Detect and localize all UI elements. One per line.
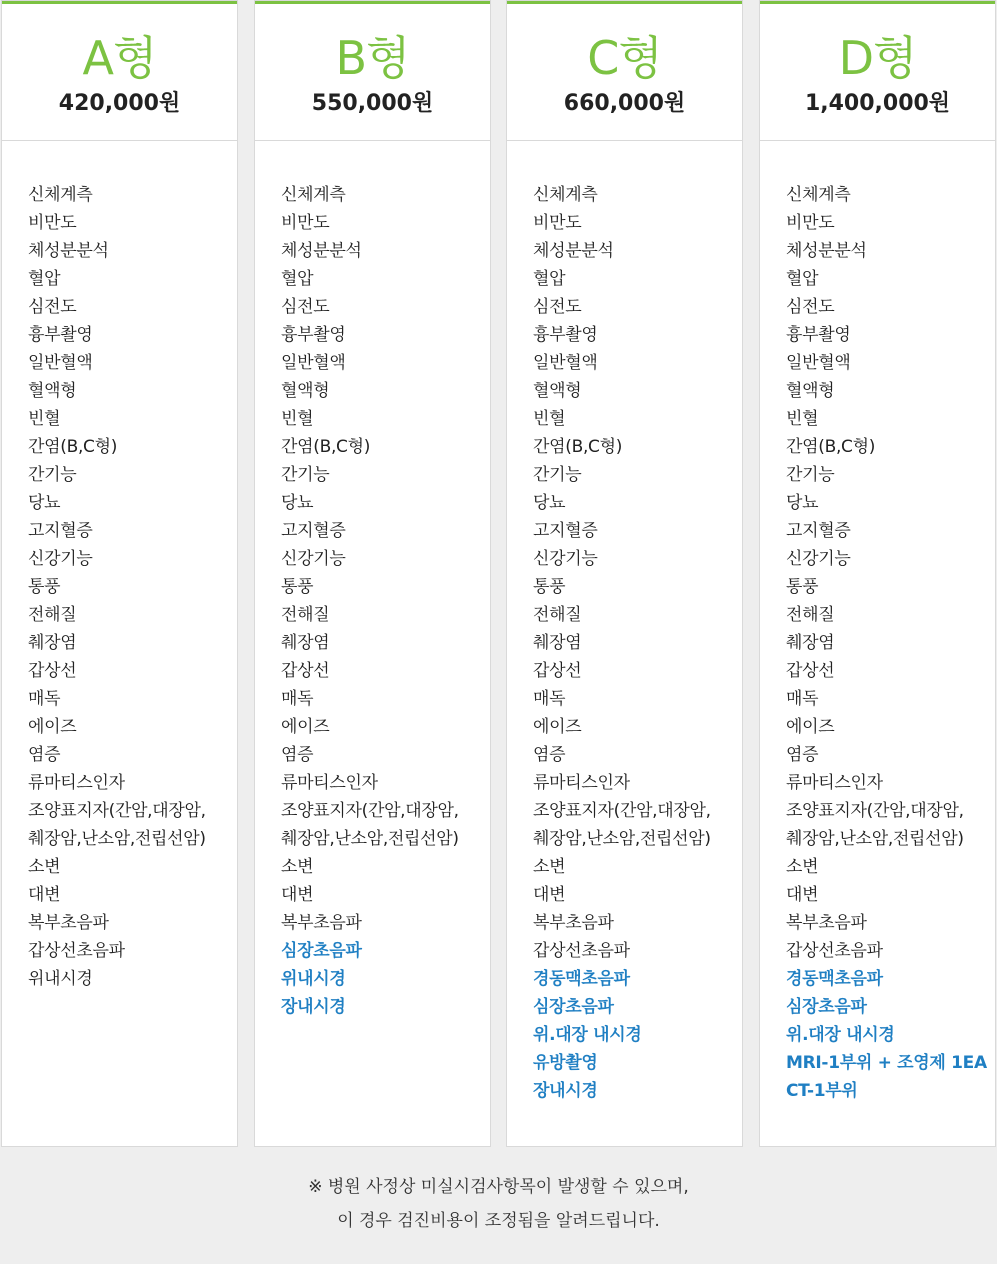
checkup-item: 에이즈 [281,717,330,737]
checkup-item: 에이즈 [533,717,582,737]
checkup-item: 혈액형 [281,381,330,401]
checkup-item: 빈혈 [28,409,61,429]
checkup-item: 신체계측 [281,185,346,205]
checkup-item: 신강기능 [533,549,598,569]
checkup-item: 전해질 [28,605,77,625]
checkup-item: 갑상선 [533,661,582,681]
checkup-item: 췌장암,난소암,전립선암) [786,829,964,849]
checkup-item: 복부초음파 [281,913,362,933]
checkup-item: 신체계측 [28,185,93,205]
plan-card-c [506,0,743,1147]
checkup-item: 간기능 [281,465,330,485]
checkup-item: 췌장암,난소암,전립선암) [281,829,459,849]
plan-header [507,1,742,141]
checkup-item: 혈압 [786,269,819,289]
checkup-item: 간염(B,C형) [28,437,118,457]
checkup-item: 조양표지자(간암,대장암, [786,801,964,821]
checkup-item: 염증 [786,745,819,765]
checkup-item: 갑상선 [28,661,77,681]
checkup-item: 당뇨 [786,493,819,513]
plan-price: 660,000원 [563,91,686,116]
plan-name: D형 [838,31,917,85]
checkup-item: 신강기능 [786,549,851,569]
checkup-item: 소변 [28,857,61,877]
checkup-item-extra: 위내시경 [281,969,346,989]
checkup-item: 비만도 [786,213,835,233]
checkup-item: 췌장염 [786,633,835,653]
checkup-item-extra: MRI-1부위 + 조영제 1EA [786,1053,987,1073]
checkup-item: 흉부촬영 [281,325,346,345]
plan-price: 1,400,000원 [804,91,951,116]
checkup-item-extra: 심장초음파 [533,997,614,1017]
checkup-item: 조양표지자(간암,대장암, [28,801,206,821]
checkup-item: 심전도 [533,297,582,317]
checkup-item: 에이즈 [28,717,77,737]
checkup-item: 혈액형 [28,381,77,401]
checkup-item: 대변 [786,885,819,905]
checkup-item: 류마티스인자 [786,773,883,793]
checkup-item: 혈압 [28,269,61,289]
checkup-item: 갑상선 [281,661,330,681]
checkup-item: 간염(B,C형) [786,437,876,457]
checkup-item: 매독 [786,689,819,709]
notice-text [0,1170,997,1238]
plan-card-b [254,0,491,1147]
checkup-item: 통풍 [533,577,566,597]
checkup-item: 염증 [28,745,61,765]
checkup-item: 류마티스인자 [28,773,125,793]
plan-card-d [759,0,996,1147]
notice-line: ※ 병원 사정상 미실시검사항목이 발생할 수 있으며, [308,1177,689,1197]
checkup-item: 전해질 [281,605,330,625]
checkup-item: 신체계측 [533,185,598,205]
checkup-item-extra: 장내시경 [533,1081,598,1101]
checkup-item: 혈압 [533,269,566,289]
checkup-item: 복부초음파 [786,913,867,933]
checkup-item: 일반혈액 [533,353,598,373]
checkup-item: 갑상선초음파 [533,941,630,961]
checkup-item: 일반혈액 [281,353,346,373]
checkup-item: 혈압 [281,269,314,289]
checkup-item: 고지혈증 [533,521,598,541]
checkup-item: 간기능 [533,465,582,485]
checkup-item: 혈액형 [786,381,835,401]
checkup-item: 통풍 [786,577,819,597]
checkup-item: 흉부촬영 [786,325,851,345]
plan-name: C형 [587,31,662,85]
checkup-item: 에이즈 [786,717,835,737]
checkup-item: 간염(B,C형) [533,437,623,457]
notice-line: 이 경우 검진비용이 조정됨을 알려드립니다. [337,1211,660,1231]
checkup-item-extra: 경동맥초음파 [786,969,883,989]
checkup-item: 매독 [533,689,566,709]
plan-name: A형 [82,31,157,85]
checkup-item: 심전도 [786,297,835,317]
checkup-item: 매독 [28,689,61,709]
checkup-item: 빈혈 [281,409,314,429]
checkup-item: 당뇨 [28,493,61,513]
checkup-item: 간염(B,C형) [281,437,371,457]
checkup-item-extra: 장내시경 [281,997,346,1017]
plan-item-list [760,141,995,1105]
checkup-item: 심전도 [281,297,330,317]
checkup-item: 당뇨 [533,493,566,513]
checkup-item: 비만도 [533,213,582,233]
checkup-item: 고지혈증 [281,521,346,541]
checkup-item: 조양표지자(간암,대장암, [533,801,711,821]
checkup-item: 갑상선초음파 [786,941,883,961]
checkup-item: 류마티스인자 [533,773,630,793]
plan-price: 550,000원 [311,91,434,116]
checkup-item: 체성분분석 [281,241,362,261]
checkup-item: 소변 [533,857,566,877]
checkup-item: 간기능 [28,465,77,485]
plan-item-list [2,141,237,993]
checkup-item: 흉부촬영 [28,325,93,345]
checkup-item: 흉부촬영 [533,325,598,345]
plan-header [255,1,490,141]
checkup-item: 체성분분석 [28,241,109,261]
checkup-item-extra: 위.대장 내시경 [533,1025,642,1045]
checkup-item: 고지혈증 [786,521,851,541]
checkup-item: 전해질 [533,605,582,625]
checkup-item: 혈액형 [533,381,582,401]
checkup-item: 매독 [281,689,314,709]
checkup-item: 췌장염 [28,633,77,653]
checkup-item: 심전도 [28,297,77,317]
checkup-item: 일반혈액 [28,353,93,373]
checkup-item: 대변 [28,885,61,905]
checkup-item: 췌장암,난소암,전립선암) [28,829,206,849]
checkup-item: 췌장염 [281,633,330,653]
checkup-item: 당뇨 [281,493,314,513]
checkup-item: 통풍 [28,577,61,597]
checkup-item: 대변 [281,885,314,905]
checkup-item: 신체계측 [786,185,851,205]
checkup-item: 통풍 [281,577,314,597]
plan-item-list [507,141,742,1105]
checkup-item: 간기능 [786,465,835,485]
plan-name: B형 [335,31,410,85]
checkup-item: 빈혈 [533,409,566,429]
checkup-item: 빈혈 [786,409,819,429]
plan-header [760,1,995,141]
checkup-item: 대변 [533,885,566,905]
checkup-item: 갑상선초음파 [28,941,125,961]
plan-item-list [255,141,490,1021]
checkup-item: 신강기능 [28,549,93,569]
checkup-item: 염증 [533,745,566,765]
checkup-item: 췌장암,난소암,전립선암) [533,829,711,849]
checkup-item: 신강기능 [281,549,346,569]
checkup-item-extra: 경동맥초음파 [533,969,630,989]
checkup-item: 복부초음파 [533,913,614,933]
plan-header [2,1,237,141]
checkup-item: 조양표지자(간암,대장암, [281,801,459,821]
checkup-item: 일반혈액 [786,353,851,373]
checkup-item-extra: 유방촬영 [533,1053,598,1073]
checkup-item: 갑상선 [786,661,835,681]
checkup-item: 전해질 [786,605,835,625]
checkup-item: 체성분분석 [533,241,614,261]
checkup-item: 위내시경 [28,969,93,989]
checkup-item: 체성분분석 [786,241,867,261]
checkup-item: 고지혈증 [28,521,93,541]
checkup-item: 복부초음파 [28,913,109,933]
checkup-item: 비만도 [28,213,77,233]
plan-price: 420,000원 [58,91,181,116]
checkup-item-extra: 심장초음파 [281,941,362,961]
checkup-item-extra: 심장초음파 [786,997,867,1017]
checkup-item: 염증 [281,745,314,765]
plan-card-a [1,0,238,1147]
checkup-item: 소변 [786,857,819,877]
checkup-item: 소변 [281,857,314,877]
checkup-item-extra: 위.대장 내시경 [786,1025,895,1045]
checkup-item: 류마티스인자 [281,773,378,793]
checkup-item-extra: CT-1부위 [786,1081,858,1101]
checkup-item: 췌장염 [533,633,582,653]
checkup-item: 비만도 [281,213,330,233]
